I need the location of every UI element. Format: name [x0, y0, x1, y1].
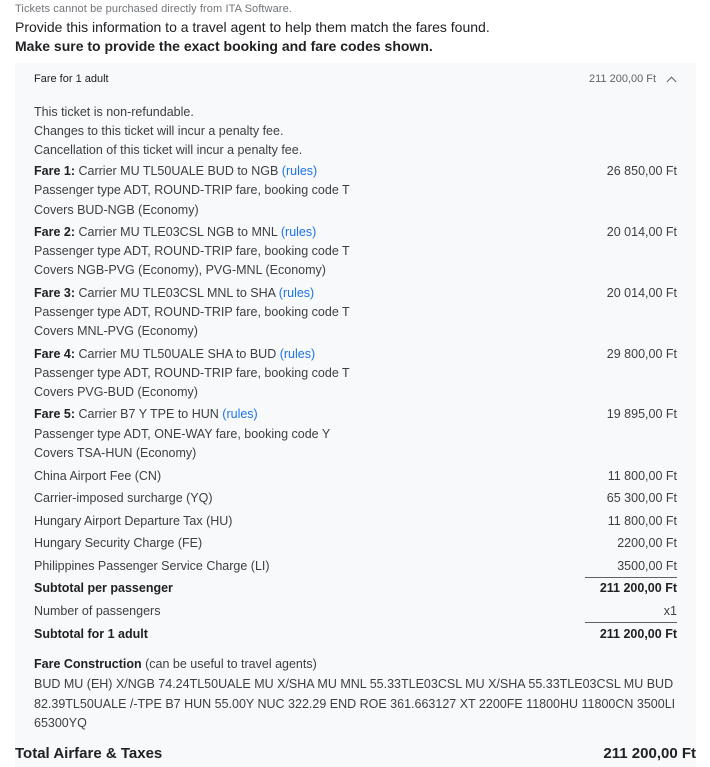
provide-info-text: Provide this information to a travel agent to help them match the fares found.: [15, 19, 490, 35]
fare-2-line: [34, 225, 316, 239]
fare-3-amount: 20 014,00 Ft: [606, 286, 677, 300]
tax-cn-amount: 11 800,00 Ft: [607, 469, 677, 483]
fare-3-covers: Covers MNL-PVG (Economy): [34, 324, 198, 338]
total-airfare-label: Total Airfare & Taxes: [15, 745, 163, 762]
tax-cn-label: China Airport Fee (CN): [34, 469, 162, 483]
fare-details-panel: [15, 63, 696, 767]
adult-subtotal-divider: [585, 622, 677, 623]
fare-construction-heading: [34, 657, 317, 671]
subtotal-adult-label: Subtotal for 1 adult: [34, 627, 148, 641]
fare-4-rules-link[interactable]: (rules): [279, 347, 316, 361]
subtotal-per-passenger-amount: 211 200,00 Ft: [599, 581, 677, 595]
notice-cancel-fee: Cancellation of this ticket will incur a penalty fee.: [34, 143, 303, 157]
tax-fe-label: Hungary Security Charge (FE): [34, 536, 203, 550]
fare-3-line: [34, 286, 314, 300]
fare-5-line: [34, 407, 258, 421]
fare-panel-toggle[interactable]: [589, 73, 675, 85]
subtotal-per-passenger-label: Subtotal per passenger: [34, 581, 173, 595]
exact-codes-text: Make sure to provide the exact booking and fare codes shown.: [15, 38, 433, 54]
fare-4-label: Fare 4:: [34, 347, 75, 361]
fare-3-rules-link[interactable]: (rules): [278, 286, 315, 300]
tax-li-amount: 3500,00 Ft: [617, 559, 677, 573]
fare-3-pax: Passenger type ADT, ROUND-TRIP fare, booking code T: [34, 305, 350, 319]
purchase-note: Tickets cannot be purchased directly from ITA Software.: [15, 3, 292, 15]
fare-1-covers: Covers BUD-NGB (Economy): [34, 203, 199, 217]
fare-3-label: Fare 3:: [34, 286, 75, 300]
fare-5-rules-link[interactable]: (rules): [222, 407, 258, 421]
fare-construction-text: BUD MU (EH) X/NGB 74.24TL50UALE MU X/SHA MU MNL 55.33TLE03CSL MU X/SHA 55.33TLE03CSL MU BUD 82.39TL50UALE /-TPE B7 HUN 55.00Y NUC 322.29 END ROE 361.663127 XT 2200FE 11800HU 11800CN 3500LI 65300YQ: [34, 677, 676, 730]
chevron-up-icon[interactable]: [667, 76, 677, 86]
fare-2-desc: Carrier MU TLE03CSL NGB to MNL: [78, 225, 278, 239]
fare-4-covers: Covers PVG-BUD (Economy): [34, 385, 198, 399]
fare-4-amount: 29 800,00 Ft: [606, 347, 677, 361]
fare-1-desc: Carrier MU TL50UALE BUD to NGB: [78, 164, 279, 178]
notice-nonrefundable: This ticket is non-refundable.: [34, 105, 194, 119]
fare-4-pax: Passenger type ADT, ROUND-TRIP fare, booking code T: [34, 366, 350, 380]
tax-li-label: Philippines Passenger Service Charge (LI): [34, 559, 270, 573]
fare-5-covers: Covers TSA-HUN (Economy): [34, 446, 197, 460]
fare-1-rules-link[interactable]: (rules): [281, 164, 318, 178]
subtotal-divider: [585, 577, 677, 578]
total-airfare-amount: 211 200,00 Ft: [603, 745, 696, 762]
fare-5-label: Fare 5:: [34, 407, 75, 421]
tax-yq-amount: 65 300,00 Ft: [606, 491, 677, 505]
fare-1-label: Fare 1:: [34, 164, 75, 178]
fare-2-covers: Covers NGB-PVG (Economy), PVG-MNL (Economy): [34, 263, 326, 277]
fare-construction-hint: (can be useful to travel agents): [145, 657, 317, 671]
passenger-count-label: Number of passengers: [34, 604, 161, 618]
fare-2-rules-link[interactable]: (rules): [280, 225, 317, 239]
fare-5-amount: 19 895,00 Ft: [606, 407, 677, 421]
tax-yq-label: Carrier-imposed surcharge (YQ): [34, 491, 213, 505]
fare-4-line: [34, 347, 315, 361]
passenger-count-value: x1: [663, 604, 677, 618]
subtotal-adult-amount: 211 200,00 Ft: [599, 627, 677, 641]
fare-1-amount: 26 850,00 Ft: [606, 164, 677, 178]
fare-1-line: [34, 164, 317, 178]
fare-4-desc: Carrier MU TL50UALE SHA to BUD: [78, 347, 277, 361]
fare-panel-amount: 211 200,00 Ft: [589, 73, 657, 85]
fare-5-desc: Carrier B7 Y TPE to HUN: [78, 407, 219, 421]
tax-hu-label: Hungary Airport Departure Tax (HU): [34, 514, 233, 528]
fare-2-pax: Passenger type ADT, ROUND-TRIP fare, booking code T: [34, 244, 350, 258]
fare-2-label: Fare 2:: [34, 225, 75, 239]
fare-1-pax: Passenger type ADT, ROUND-TRIP fare, booking code T: [34, 183, 350, 197]
tax-hu-amount: 11 800,00 Ft: [607, 514, 677, 528]
tax-fe-amount: 2200,00 Ft: [617, 536, 677, 550]
notice-change-fee: Changes to this ticket will incur a penalty fee.: [34, 124, 284, 138]
fare-panel-title: Fare for 1 adult: [34, 73, 109, 85]
fare-5-pax: Passenger type ADT, ONE-WAY fare, booking code Y: [34, 427, 331, 441]
fare-3-desc: Carrier MU TLE03CSL MNL to SHA: [78, 286, 276, 300]
fare-construction-label: Fare Construction: [34, 657, 142, 671]
fare-2-amount: 20 014,00 Ft: [606, 225, 677, 239]
